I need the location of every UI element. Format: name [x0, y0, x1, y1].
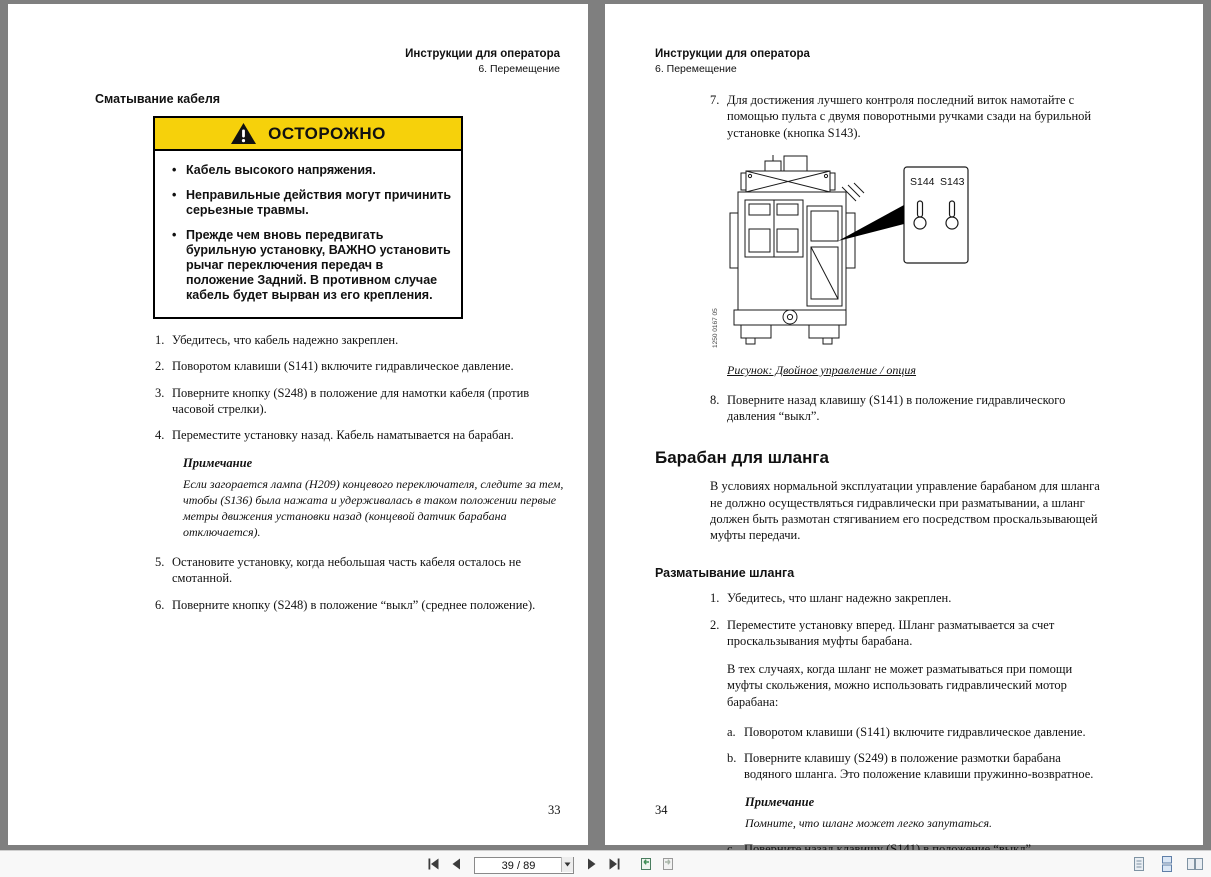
- last-page-icon: [608, 858, 621, 870]
- next-page-icon: [586, 858, 597, 870]
- list-text: Переместите установку назад. Кабель наматывается на барабан.: [172, 428, 514, 442]
- header-title: Инструкции для оператора: [655, 48, 810, 60]
- section-heading: Барабан для шланга: [655, 448, 829, 468]
- warning-triangle-icon: [230, 122, 257, 145]
- header-chapter: 6. Перемещение: [478, 63, 560, 75]
- first-page-button[interactable]: [423, 854, 444, 875]
- previous-page-icon: [451, 858, 462, 870]
- warning-bullet: • Прежде чем вновь передвигать бурильную установку, ВАЖНО установить рычаг переключения передач в положение Задний. В противном случае кабель будет вырван из его крепления.: [171, 228, 451, 303]
- previous-page-button[interactable]: [446, 854, 467, 875]
- list-marker: 2.: [710, 617, 720, 632]
- list-item: [710, 617, 1110, 650]
- list-text: Поверните кнопку (S248) в положение “выкл” (среднее положение).: [172, 597, 536, 612]
- list-item: [155, 385, 567, 418]
- body-text-column: [155, 332, 567, 623]
- list-item: [155, 332, 567, 348]
- figure-drill-rig: [710, 153, 972, 358]
- note-title: Примечание: [745, 794, 815, 809]
- note-block: [183, 456, 567, 541]
- single-page-layout-button[interactable]: [1128, 854, 1149, 875]
- next-page-button[interactable]: [581, 854, 602, 875]
- list-marker: 7.: [710, 93, 720, 107]
- list-marker: b.: [727, 751, 737, 765]
- note-text: Помните, что шланг может легко запутаться.: [745, 815, 993, 830]
- paragraph: В условиях нормальной эксплуатации управление барабаном для шланга не должно осуществляться гидравлически при разматывании, а шланг должен быть размотан стягиванием его посредством проскальзывающей муфты передачи.: [710, 479, 1100, 542]
- list-item: [155, 427, 567, 443]
- list-text: Убедитесь, что шланг надежно закреплен.: [727, 591, 952, 606]
- next-view-icon: [661, 857, 676, 871]
- list-item: [727, 724, 1110, 740]
- warning-title: ОСТОРОЖНО: [268, 123, 386, 143]
- note-title: Примечание: [183, 456, 253, 471]
- list-marker: 3.: [155, 385, 165, 400]
- list-item: [710, 590, 1110, 606]
- document-page-right: [605, 4, 1203, 845]
- list-text: Поверните назад клавишу (S141) в положение гидравлического давления “выкл”.: [727, 392, 1066, 423]
- facing-pages-layout-button[interactable]: [1184, 854, 1205, 875]
- list-item: [710, 392, 1110, 425]
- list-item: [710, 92, 1110, 141]
- previous-view-button[interactable]: [635, 854, 656, 875]
- page-number-combobox: [474, 856, 574, 873]
- header-chapter: 6. Перемещение: [655, 63, 737, 75]
- list-text: Убедитесь, что кабель надежно закреплен.: [172, 333, 399, 347]
- page-header: [655, 48, 810, 75]
- list-text: Остановите установку, когда небольшая часть кабеля осталось не смотанной.: [172, 555, 521, 586]
- page-number-input[interactable]: [474, 857, 574, 874]
- figure-label-s143: S143: [940, 175, 965, 188]
- last-page-button[interactable]: [604, 854, 625, 875]
- list-item: [155, 358, 567, 374]
- dropdown-caret-icon[interactable]: [561, 857, 573, 872]
- document-page-left: [8, 4, 588, 845]
- subsection-heading: Разматывание шланга: [655, 566, 795, 581]
- note-text: Если загорается лампа (H209) концевого переключателя, следите за тем, чтобы (S136) была нажата и удерживалась в таком положении первые метры движения установки назад (концевой датчик барабана отключается).: [183, 477, 564, 540]
- continuous-layout-icon: [1160, 856, 1174, 872]
- list-item: [155, 554, 567, 587]
- list-item: [155, 597, 567, 613]
- list-item: [727, 750, 1110, 783]
- drill-rig-drawing: [710, 153, 972, 358]
- previous-view-icon: [638, 857, 653, 871]
- note-block: [745, 795, 1110, 832]
- list-text: Поверните кнопку (S248) в положение для намотки кабеля (против часовой стрелки).: [172, 385, 530, 416]
- page-navigation-group: [423, 851, 679, 877]
- warning-box: [153, 116, 463, 319]
- list-marker: 4.: [155, 428, 165, 442]
- page-header: [405, 48, 560, 75]
- warning-bullet: • Кабель высокого напряжения.: [171, 163, 451, 178]
- warning-body: [155, 151, 461, 317]
- list-marker: 5.: [155, 555, 165, 570]
- page-number: 34: [655, 803, 668, 817]
- figure-caption: Рисунок: Двойное управление / опция: [727, 362, 917, 377]
- list-marker: 1.: [710, 591, 720, 606]
- list-text: Для достижения лучшего контроля последний виток намотайте с помощью пульта с двумя поворотными ручками сзади на бурильной установке (кнопка S143).: [727, 93, 1092, 140]
- header-title: Инструкции для оператора: [405, 48, 560, 60]
- pdf-toolbar: [0, 850, 1211, 877]
- list-text: Переместите установку вперед. Шланг разматывается за счет проскальзывания муфты барабана.: [727, 617, 1055, 648]
- list-text: Поверните клавишу (S249) в положение размотки барабана водяного шланга. Это положение клавиши пружинно-возвратное.: [744, 751, 1094, 782]
- next-view-button[interactable]: [658, 854, 679, 875]
- figure-label-s144: S144: [910, 175, 935, 188]
- page-layout-group: [1128, 851, 1205, 877]
- first-page-icon: [427, 858, 440, 870]
- facing-pages-layout-icon: [1186, 856, 1204, 872]
- warning-header: [155, 118, 461, 151]
- single-page-layout-icon: [1132, 856, 1146, 872]
- continuous-layout-button[interactable]: [1156, 854, 1177, 875]
- list-text: Поворотом клавиши (S141) включите гидравлическое давление.: [172, 359, 514, 374]
- list-marker: 2.: [155, 359, 165, 374]
- page-number: 33: [548, 803, 561, 817]
- list-text: Поворотом клавиши (S141) включите гидравлическое давление.: [744, 724, 1086, 739]
- section-title: Сматывание кабеля: [95, 92, 221, 106]
- list-marker: 8.: [710, 392, 720, 407]
- paragraph: В тех случаях, когда шланг не может разматываться при помощи муфты скольжения, можно использовать гидравлический мотор барабана:: [727, 662, 1073, 709]
- figure-code: 1250 0167 05: [712, 307, 719, 348]
- warning-bullet: • Неправильные действия могут причинить серьезные травмы.: [171, 188, 451, 218]
- list-marker: 1.: [155, 333, 165, 347]
- list-marker: a.: [727, 724, 736, 739]
- list-marker: 6.: [155, 597, 165, 612]
